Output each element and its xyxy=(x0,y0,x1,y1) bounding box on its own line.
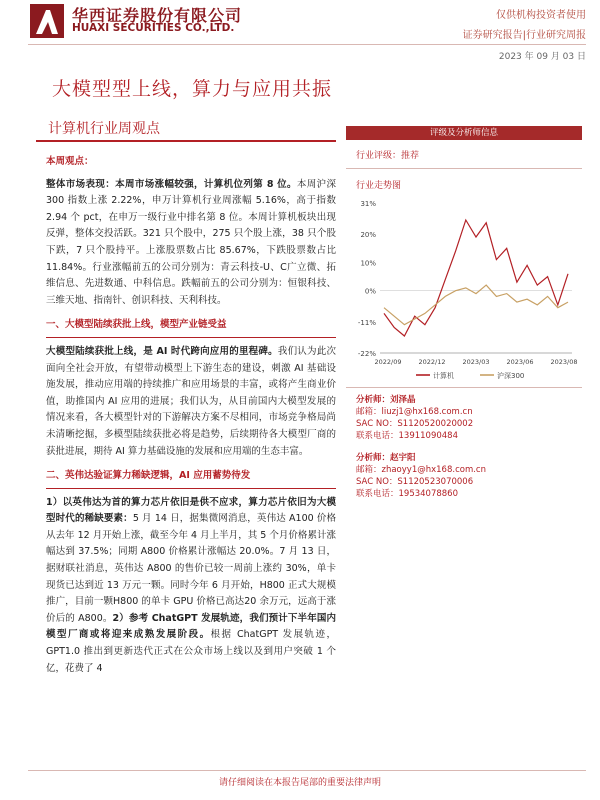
analyst-2-phone: 联系电话：19534078860 xyxy=(356,489,458,499)
section-1-heading: 一、大模型陆续获批上线，模型产业链受益 xyxy=(46,317,336,338)
section-1-paragraph xyxy=(46,344,336,460)
market-text: 本周沪深 300 指数上涨 2.22%，申万计算机行业周涨幅 5.16%，高于指数 2.94 个 pct，在申万一级行业中排名第 8 位。本周计算机板块出现反弹，整体交投活跃。321 只个股中，275 只个股上涨，38 只个股下跌，7 只个股持平。上涨股票数占比 85.67%，下跌股票数占比 11.84%。行业涨幅前五的公司分别为：青云科技-U、C广立微、拓维信息、先进数通、中科信息。跌幅前五的公司分别为：恒银科技、三维天地、指南针、创识科技、天利科技。 xyxy=(46,178,336,306)
header-divider xyxy=(28,44,586,45)
y-tick-label: 31% xyxy=(360,200,376,208)
section-1-lead: 大模型陆续获批上线，是 AI 时代跨向应用的里程碑。 xyxy=(46,345,278,357)
report-subtitle: 计算机行业周观点 xyxy=(48,121,160,137)
series-line-computer xyxy=(384,220,568,336)
analyst-card-2 xyxy=(346,452,582,500)
market-paragraph xyxy=(46,177,336,310)
y-tick-label: 20% xyxy=(360,231,376,240)
audience-note: 仅供机构投资者使用 xyxy=(496,10,586,21)
analyst-1-name: 分析师：刘泽晶 xyxy=(356,395,416,405)
huaxi-logo-icon xyxy=(30,4,64,38)
legend-label: 沪深300 xyxy=(497,372,525,380)
report-category: 证券研究报告|行业研究周报 xyxy=(462,30,586,41)
analyst-2-sac: SAC NO：S1120523070006 xyxy=(356,477,474,487)
x-tick-label: 2023/06 xyxy=(506,358,534,366)
section-2-text-1: 5 月 14 日，据集微网消息，英伟达 A100 价格从去年 12 月开始上涨，截至今年 4 月上半月，其 5 个月价格累计涨幅达到 37.5%；同期 A800 价格累计涨幅达 20.0%。7 月 13 日，据财联社消息，英伟达 A800 的售价已较一周前上涨约 30%，单卡现货已达到近 13 万元一颗。同时今年 6 月开始，H800 正式大规模推广，目前一颗H800 的单卡 GPU 价格已高达20 余万元，远高于涨价后的 A800。 xyxy=(46,513,336,624)
section-2-lead: 1）以英伟达为首的算力芯片依旧是供不应求，算力芯片依旧为大模型时代的稀缺要素： xyxy=(46,496,336,525)
sidebar xyxy=(346,126,582,500)
section-2-lead-2: 2）参考 ChatGPT 发展轨迹，我们预计下半年国内模型厂商或将迎来成熟发展阶段。 xyxy=(46,612,337,641)
weekly-view-label: 本周观点： xyxy=(46,156,94,167)
report-title: 大模型型上线，算力与应用共振 xyxy=(52,78,333,100)
subtitle-divider xyxy=(36,140,336,142)
analyst-1-email: 邮箱：liuzj1@hx168.com.cn xyxy=(356,407,473,417)
footer-divider xyxy=(28,770,586,771)
section-1-text: 我们认为此次面向全社会开放，有望带动模型上下游生态的建设，刺激 AI 基础设施发展，推动应用端的持续推广和应用场景的丰富，或将产生商业价值，助推国内 AI 应用的进展；我们认为，从目前国内大模型发展的情况来看，各大模型针对的下游解决方案不尽相同，市场竞争格局尚未清晰挖掘，多模型陆续获批必将是趋势，后续期待各大模型厂商的获批进展，期待 AI 算力基础设施的发展和应用端的生态丰富。 xyxy=(46,345,336,457)
analyst-2-name: 分析师：赵宇阳 xyxy=(356,453,416,463)
report-header xyxy=(0,0,600,70)
x-tick-label: 2022/12 xyxy=(418,358,446,366)
x-tick-label: 2023/03 xyxy=(462,358,490,366)
trend-chart-svg xyxy=(346,195,582,381)
section-2-text-2: 根据 ChatGPT 发展轨迹，GPT1.0 推出到更新迭代正式在公众市场上线以及到用户突破 1 个亿，花费了 4 xyxy=(46,629,336,674)
trend-chart xyxy=(346,195,582,381)
y-tick-label: -11% xyxy=(357,318,376,327)
market-lead: 整体市场表现：本周市场涨幅较强，计算机位列第 8 位。 xyxy=(46,178,297,190)
company-name-en: HUAXI SECURITIES CO.,LTD. xyxy=(72,22,235,34)
main-column xyxy=(46,154,336,679)
analyst-1-phone: 联系电话：13911090484 xyxy=(356,431,458,441)
y-tick-label: -22% xyxy=(357,350,376,358)
legend-label: 计算机 xyxy=(433,372,454,380)
legal-footer: 请仔细阅读在本报告尾部的重要法律声明 xyxy=(218,778,381,788)
sidebar-title: 评级及分析师信息 xyxy=(346,126,582,140)
y-tick-label: 0% xyxy=(364,287,376,296)
analyst-2-email: 邮箱：zhaoyy1@hx168.com.cn xyxy=(356,465,486,475)
section-2-paragraph xyxy=(46,495,336,678)
analyst-1-sac: SAC NO：S1120520020002 xyxy=(356,419,474,429)
y-tick-label: 10% xyxy=(360,259,376,268)
section-2-heading: 二、英伟达验证算力稀缺逻辑，AI 应用蓄势待发 xyxy=(46,468,336,489)
trend-chart-label: 行业走势图 xyxy=(356,181,402,191)
analyst-card-1 xyxy=(346,387,582,442)
industry-rating: 行业评级：推荐 xyxy=(346,140,582,169)
report-date: 2023 年 09 月 03 日 xyxy=(498,52,586,62)
x-tick-label: 2022/09 xyxy=(374,358,402,366)
series-line-csi300 xyxy=(384,285,568,325)
x-tick-label: 2023/08 xyxy=(550,358,578,366)
company-name-cn: 华西证券股份有限公司 xyxy=(72,6,243,25)
